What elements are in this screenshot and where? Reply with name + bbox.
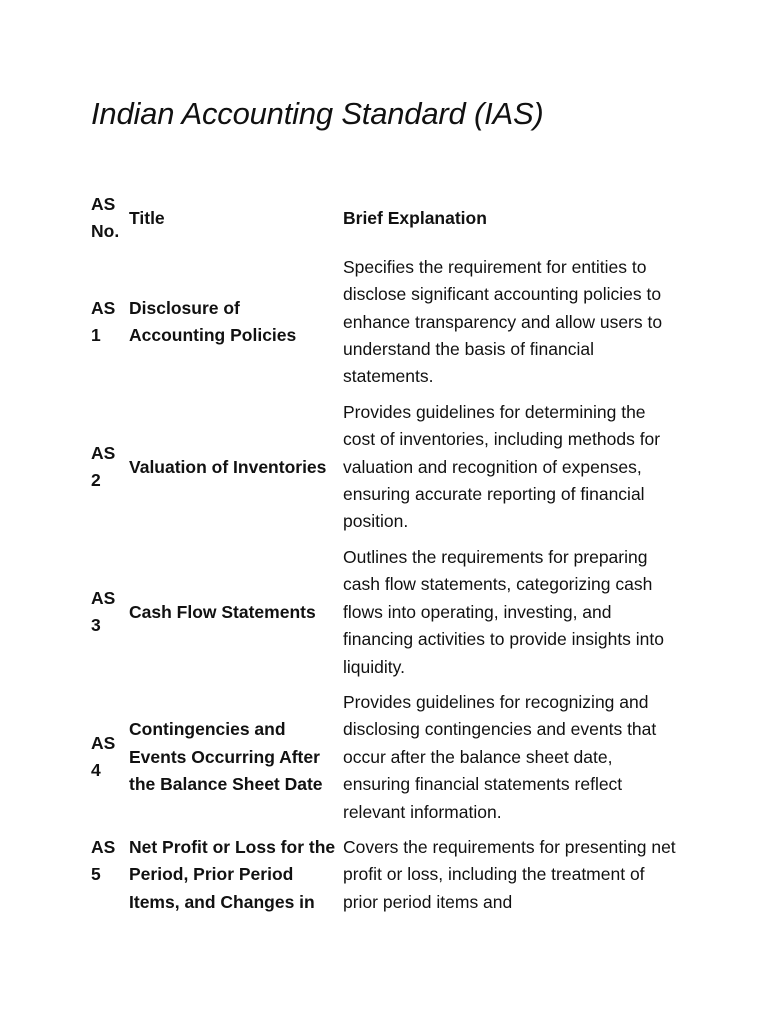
- row-title: Contingencies and Events Occurring After the Balance Sheet Date: [129, 719, 323, 795]
- row-as-no: AS 3: [91, 587, 116, 636]
- header-explanation: Brief Explanation: [343, 207, 487, 228]
- header-as-no: AS No.: [91, 194, 120, 242]
- row-as-no: AS 2: [91, 442, 116, 491]
- row-as-no: AS 5: [91, 836, 116, 885]
- row-title: Valuation of Inventories: [129, 456, 327, 477]
- header-title: Title: [129, 207, 165, 228]
- row-explanation: Provides guidelines for determining the cost of inventories, including methods for valuation and recognition of expenses, ensuring accurate reporting of financial position.: [343, 401, 661, 532]
- table-row: [88, 831, 684, 921]
- row-title: Cash Flow Statements: [129, 601, 316, 622]
- row-explanation: Provides guidelines for recognizing and disclosing contingencies and events that occur after the balance sheet date, ensuring financial statements reflect relevant information.: [343, 691, 657, 822]
- table-row: [88, 686, 684, 831]
- row-explanation: Specifies the requirement for entities to disclose significant accounting policies to enhance transparency and allow users to understand the basis of financial statements.: [343, 256, 663, 387]
- table-header-row: [88, 188, 684, 251]
- document-title: Indian Accounting Standard (IAS): [91, 96, 544, 131]
- row-title: Net Profit or Loss for the Period, Prior Period Items, and Changes in: [129, 836, 336, 912]
- standards-table: [88, 188, 684, 921]
- table-row: [88, 396, 684, 541]
- table-row: [88, 251, 684, 396]
- table-row: [88, 541, 684, 686]
- row-as-no: AS 1: [91, 297, 116, 346]
- row-title: Disclosure of Accounting Policies: [129, 297, 297, 346]
- row-explanation: Covers the requirements for presenting net profit or loss, including the treatment of prior period items and: [343, 836, 676, 912]
- row-explanation: Outlines the requirements for preparing cash flow statements, categorizing cash flows into operating, investing, and financing activities to provide insights into liquidity.: [343, 546, 665, 677]
- row-as-no: AS 4: [91, 733, 116, 781]
